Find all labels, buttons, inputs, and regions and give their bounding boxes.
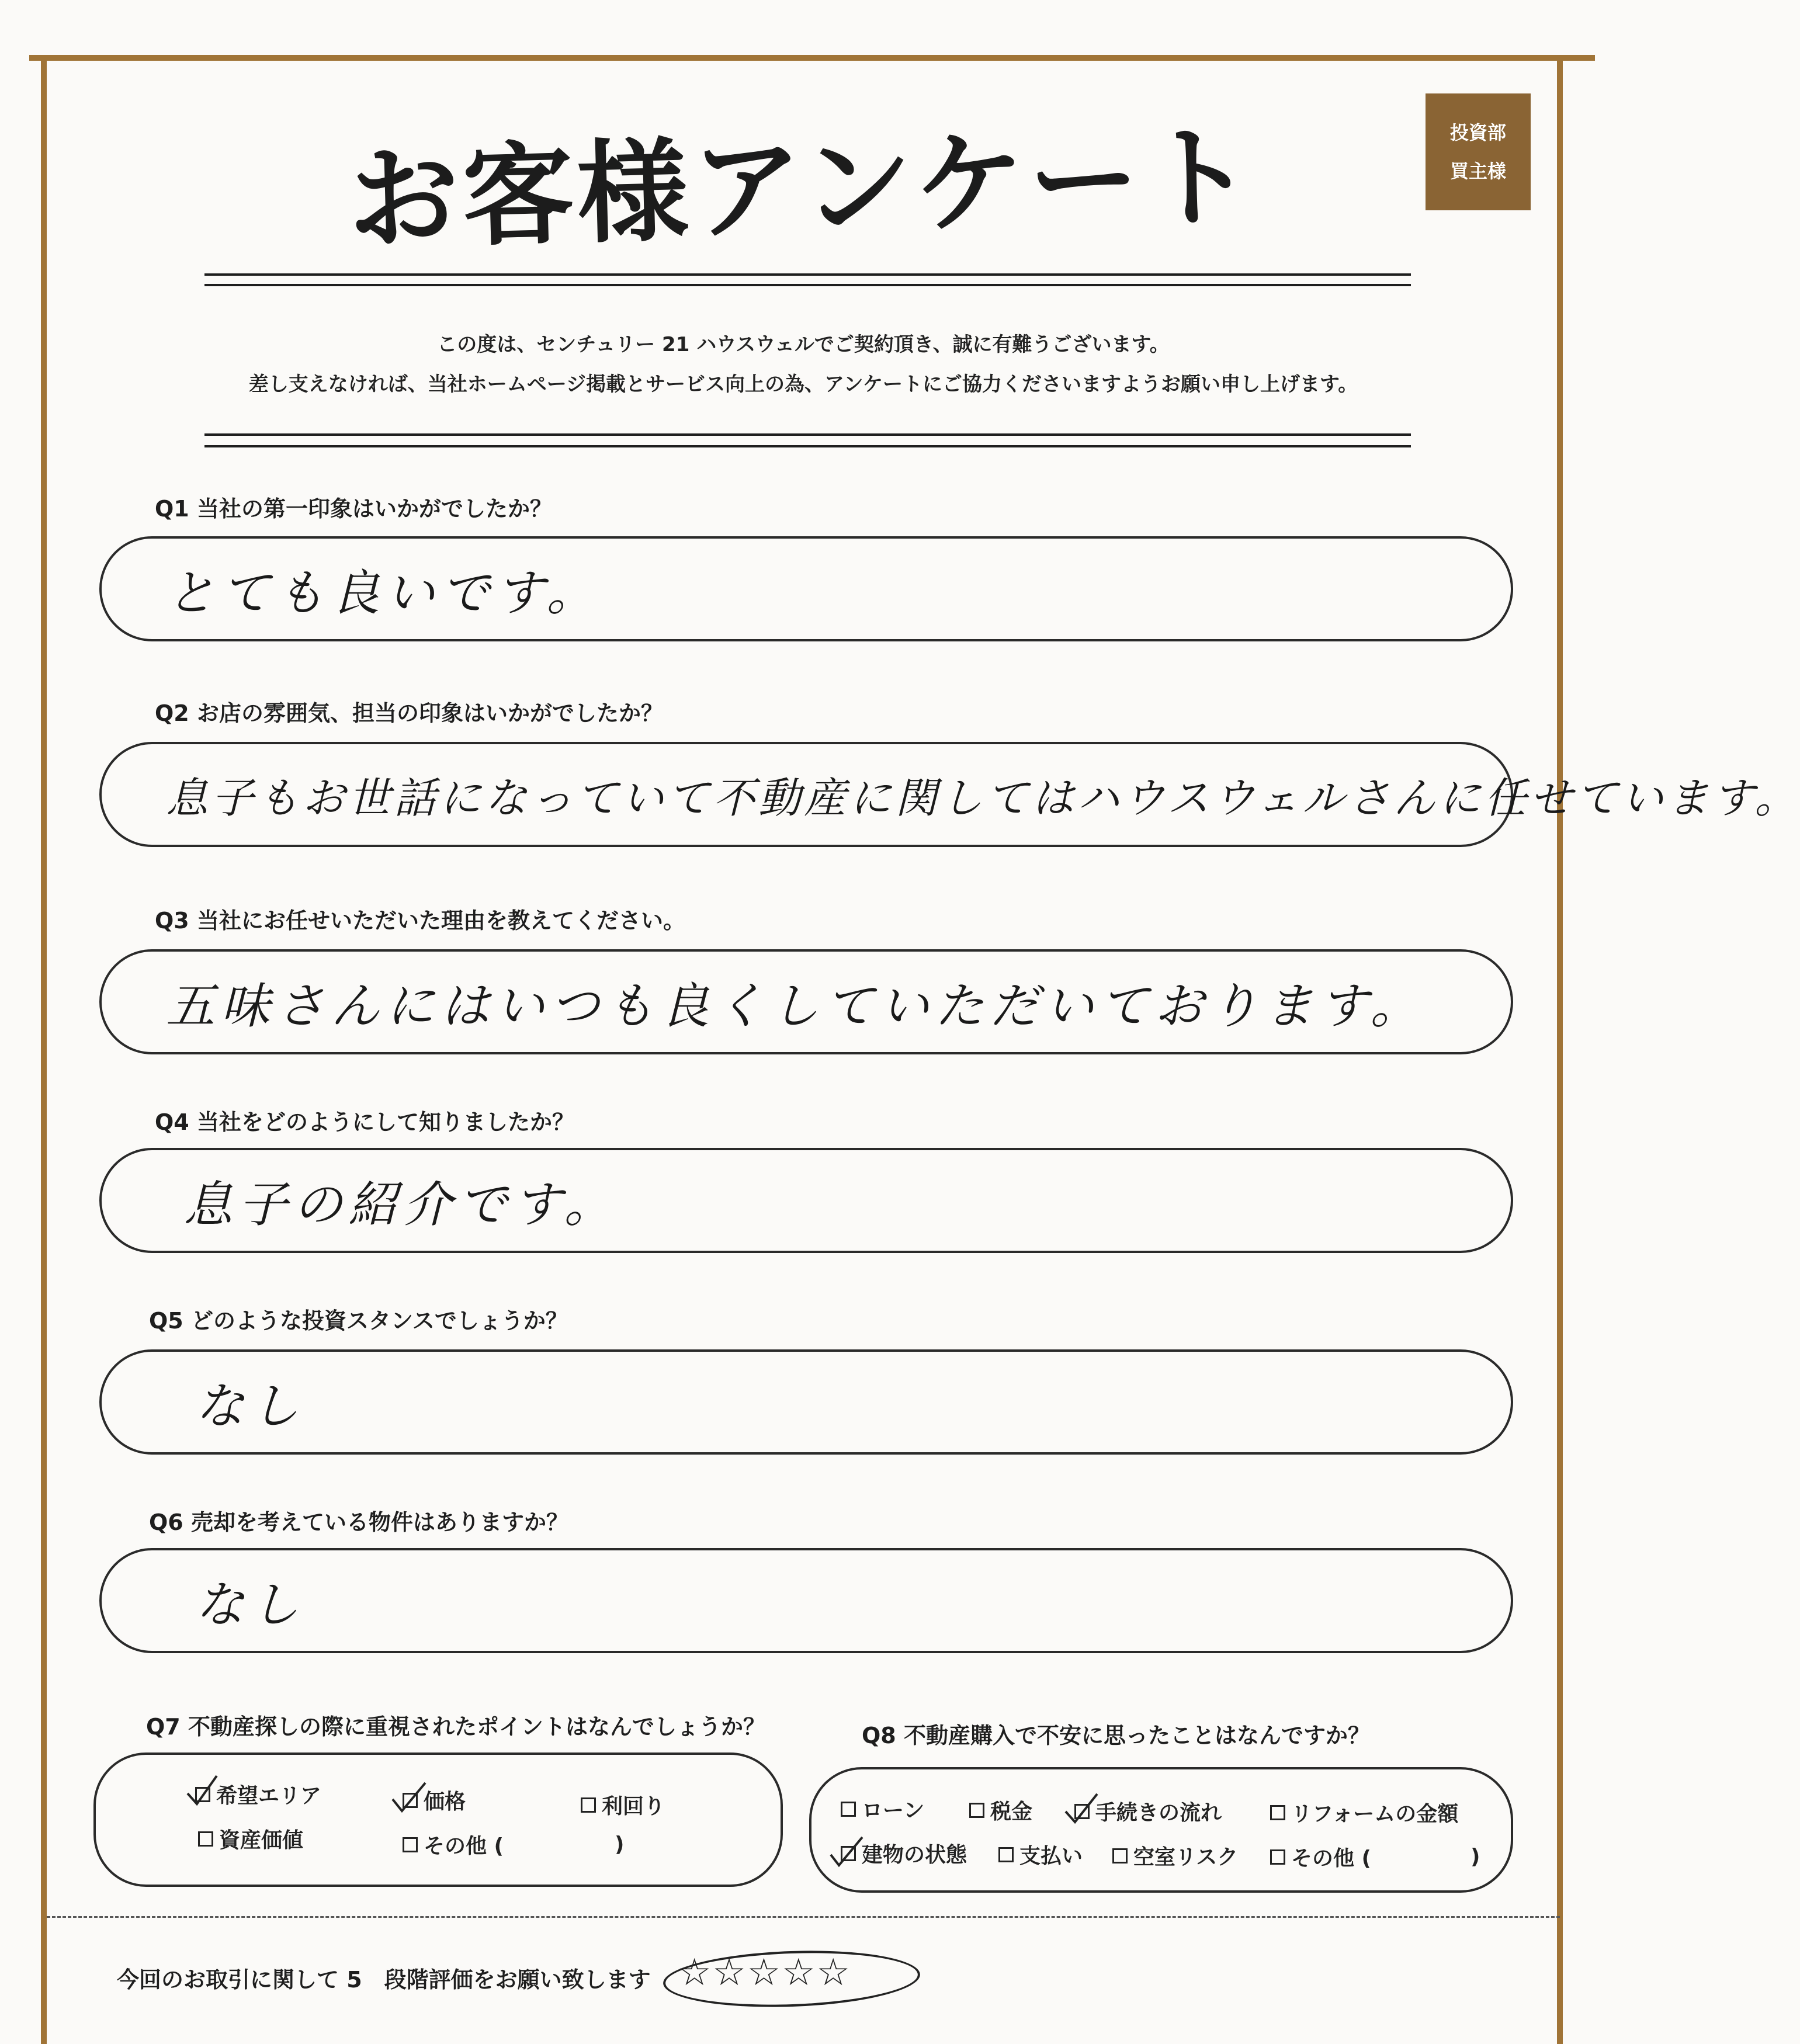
q7-checkbox-other[interactable] bbox=[403, 1837, 418, 1852]
q6-label: Q6 売却を考えている物件はありますか？ bbox=[149, 1509, 568, 1535]
q8-options-box bbox=[809, 1767, 1513, 1893]
rating-stars[interactable]: ☆☆☆☆☆ bbox=[678, 1951, 851, 1994]
intro-line-1: この度は、センチュリー 21 ハウスウェルでご契約頂き、誠に有難うございます。 bbox=[437, 333, 1170, 356]
badge-line-2: 買主様 bbox=[1449, 160, 1506, 182]
q8-option-other-label: その他 ( bbox=[1291, 1847, 1371, 1871]
q7-label: Q7 不動産探しの際に重視されたポイントはなんでしょうか？ bbox=[146, 1714, 765, 1740]
q7-checkbox-area[interactable] bbox=[195, 1787, 210, 1802]
q8-checkbox-reform-cost[interactable] bbox=[1270, 1805, 1285, 1820]
q4-label: Q4 当社をどのようにして知りましたか？ bbox=[155, 1109, 574, 1135]
q8-option-tax[interactable] bbox=[969, 1795, 1032, 1825]
q7-option-price-label: 価格 bbox=[424, 1790, 466, 1814]
q8-checkbox-building-condition[interactable] bbox=[841, 1846, 856, 1861]
q7-option-asset-value[interactable] bbox=[198, 1824, 303, 1854]
q8-checkbox-other[interactable] bbox=[1270, 1849, 1285, 1865]
q1-label: Q1 当社の第一印象はいかがでしたか？ bbox=[155, 496, 552, 522]
q5-label: Q5 どのような投資スタンスでしょうか？ bbox=[149, 1308, 568, 1334]
q8-checkbox-loan[interactable] bbox=[841, 1802, 856, 1817]
q7-checkbox-price[interactable] bbox=[403, 1793, 418, 1808]
q7-other-close: ) bbox=[615, 1833, 625, 1856]
q8-checkbox-vacancy-risk[interactable] bbox=[1112, 1848, 1128, 1863]
top-rule-2 bbox=[204, 284, 1411, 286]
department-badge bbox=[1426, 93, 1531, 210]
frame-top-border bbox=[29, 55, 1595, 61]
q8-option-procedure[interactable] bbox=[1074, 1796, 1222, 1826]
q3-label: Q3 当社にお任せいただいた理由を教えてください。 bbox=[155, 908, 685, 933]
frame-left-border bbox=[41, 55, 47, 2044]
q1-answer-box[interactable] bbox=[99, 536, 1513, 641]
top-rule-1 bbox=[204, 273, 1411, 276]
cut-line bbox=[47, 1916, 1560, 1918]
q3-answer-box[interactable] bbox=[99, 949, 1513, 1054]
q7-options-box bbox=[93, 1753, 783, 1887]
check-mark-icon bbox=[1063, 1790, 1098, 1826]
q7-option-price[interactable] bbox=[403, 1785, 466, 1815]
q8-option-loan[interactable] bbox=[841, 1794, 924, 1824]
q4-answer-box[interactable] bbox=[99, 1148, 1513, 1253]
q7-checkbox-yield[interactable] bbox=[581, 1797, 596, 1813]
q7-option-yield[interactable] bbox=[581, 1790, 665, 1820]
q8-option-vacancy-risk[interactable] bbox=[1112, 1841, 1238, 1871]
q7-option-area[interactable] bbox=[195, 1779, 321, 1809]
q2-label: Q2 お店の雰囲気、担当の印象はいかがでしたか？ bbox=[155, 700, 663, 726]
q8-option-building-condition-label: 建物の状態 bbox=[862, 1843, 967, 1867]
q8-option-reform-cost[interactable] bbox=[1270, 1797, 1458, 1827]
q8-other-close: ) bbox=[1470, 1845, 1480, 1869]
q2-answer-box[interactable] bbox=[99, 742, 1800, 847]
bottom-rule-2 bbox=[204, 445, 1411, 447]
q8-option-building-condition[interactable] bbox=[841, 1838, 967, 1868]
q8-checkbox-tax[interactable] bbox=[969, 1803, 984, 1818]
intro-line-2: 差し支えなければ、当社ホームページ掲載とサービス向上の為、アンケートにご協力くださいますようお願い申し上げます。 bbox=[248, 373, 1358, 396]
q8-checkbox-procedure[interactable] bbox=[1074, 1804, 1090, 1819]
q8-option-loan-label: ローン bbox=[862, 1799, 925, 1823]
check-mark-icon bbox=[830, 1833, 865, 1868]
q1-answer-text: とても良いです。 bbox=[166, 564, 602, 622]
q8-checkbox-payment[interactable] bbox=[998, 1847, 1014, 1862]
check-mark-icon bbox=[391, 1779, 426, 1814]
q7-option-asset-value-label: 資産価値 bbox=[219, 1828, 304, 1852]
q7-option-other-label: その他 ( bbox=[424, 1834, 504, 1858]
rating-label: 今回のお取引に関して 5 段階評価をお願い致します bbox=[117, 1967, 651, 1993]
badge-line-1: 投資部 bbox=[1449, 122, 1506, 144]
q3-answer-text: 五味さんにはいつも良くしていただいております。 bbox=[166, 977, 1426, 1035]
q7-option-other[interactable] bbox=[403, 1830, 624, 1859]
q4-answer-text: 息子の紹介です。 bbox=[183, 1175, 619, 1233]
frame-right-border bbox=[1557, 55, 1563, 2044]
q7-option-yield-label: 利回り bbox=[602, 1795, 665, 1819]
q6-answer-box[interactable] bbox=[99, 1548, 1513, 1653]
q8-option-procedure-label: 手続きの流れ bbox=[1095, 1801, 1222, 1825]
bottom-rule-1 bbox=[204, 433, 1411, 436]
q8-option-tax-label: 税金 bbox=[990, 1800, 1033, 1824]
q5-answer-text: なし bbox=[195, 1377, 306, 1435]
q5-answer-box[interactable] bbox=[99, 1349, 1513, 1455]
q7-checkbox-asset-value[interactable] bbox=[198, 1831, 213, 1847]
q8-option-reform-cost-label: リフォームの金額 bbox=[1291, 1802, 1459, 1826]
page-title: お客様アンケート bbox=[346, 112, 1259, 265]
q6-answer-text: なし bbox=[195, 1575, 306, 1633]
q8-option-other[interactable] bbox=[1270, 1842, 1480, 1872]
q8-label: Q8 不動産購入で不安に思ったことはなんですか？ bbox=[862, 1723, 1370, 1748]
q8-option-payment-label: 支払い bbox=[1019, 1844, 1083, 1868]
q8-option-vacancy-risk-label: 空室リスク bbox=[1133, 1845, 1239, 1869]
q8-option-payment[interactable] bbox=[998, 1840, 1083, 1869]
check-mark-icon bbox=[184, 1774, 219, 1809]
q2-answer-text: 息子もお世話になっていて不動産に関してはハウスウェルさんに任せています。 bbox=[166, 773, 1800, 823]
q7-option-area-label: 希望エリア bbox=[216, 1784, 322, 1808]
